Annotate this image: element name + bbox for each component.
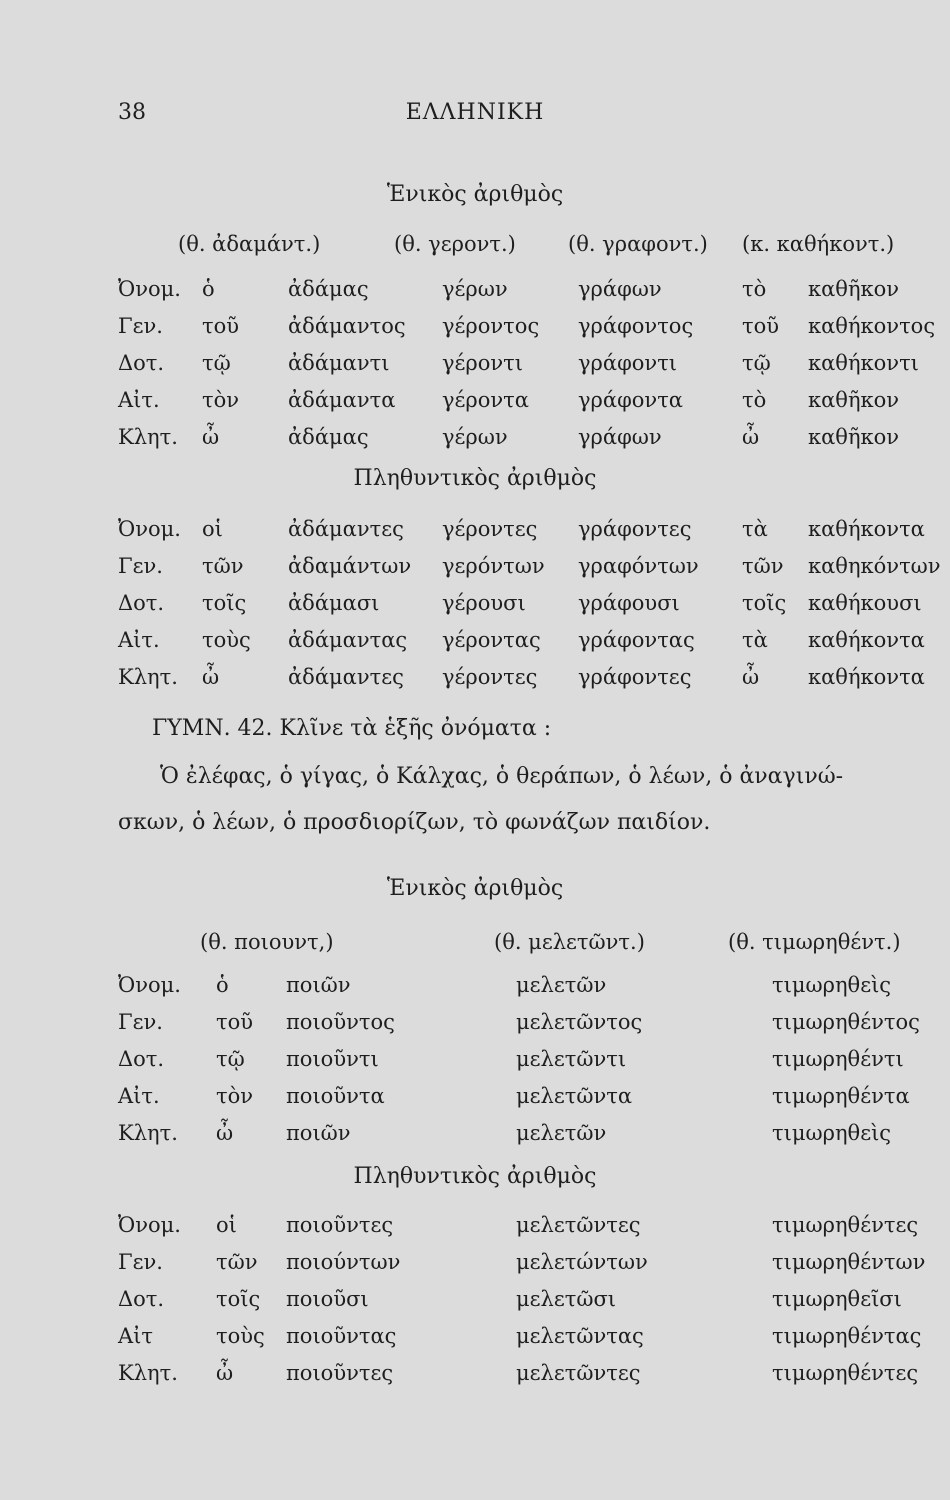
- cell: τὰ: [742, 628, 768, 652]
- case-label: Κλητ.: [118, 665, 178, 689]
- cell: μελετῶντα: [516, 1084, 633, 1108]
- cell: ποιοῦντα: [286, 1084, 385, 1108]
- cell: ἀδάμαντα: [288, 388, 396, 412]
- table-row: [0, 277, 950, 311]
- table-row: [0, 628, 950, 662]
- cell: ἀδάμασι: [288, 591, 380, 615]
- cell: μελετῶντος: [516, 1010, 643, 1034]
- cell: γέροντα: [442, 388, 529, 412]
- cell: τιμωρηθεῖσι: [772, 1287, 902, 1311]
- cell: γράφων: [578, 277, 662, 301]
- cell: γράφοντος: [578, 314, 694, 338]
- cell: ὁ: [216, 973, 229, 997]
- cell: καθῆκον: [808, 277, 900, 301]
- table1-stems-row: [0, 232, 950, 266]
- cell: τιμωρηθέντες: [772, 1361, 919, 1385]
- table-row: [0, 1213, 950, 1247]
- cell: τὸ: [742, 388, 767, 412]
- cell: ποιοῦσι: [286, 1287, 369, 1311]
- table-row: [0, 351, 950, 385]
- cell: τιμωρηθέντι: [772, 1047, 904, 1071]
- cell: καθήκοντος: [808, 314, 936, 338]
- case-label: Αἰτ.: [118, 1084, 160, 1108]
- exercise-text-line1: Ὁ ἐλέφας, ὁ γίγας, ὁ Κάλχας, ὁ θεράπων, ὁ λέων, ὁ ἀναγινώ-: [160, 764, 844, 789]
- case-label: Γεν.: [118, 1250, 163, 1274]
- cell: ποιῶν: [286, 1121, 351, 1145]
- cell: τῷ: [216, 1047, 245, 1071]
- cell: τοῦ: [202, 314, 240, 338]
- case-label: Αἰτ.: [118, 388, 160, 412]
- cell: τῶν: [202, 554, 244, 578]
- exercise-heading: ΓΥΜΝ. 42. Κλῖνε τὰ ἑξῆς ὀνόματα :: [152, 716, 552, 741]
- cell: τὸν: [202, 388, 240, 412]
- cell: ὦ: [202, 425, 220, 449]
- cell: καθήκοντα: [808, 628, 925, 652]
- cell: οἱ: [202, 517, 223, 541]
- cell: καθῆκον: [808, 388, 900, 412]
- case-label: Ὀνομ.: [118, 277, 181, 301]
- cell: γέροντος: [442, 314, 540, 338]
- cell: ποιούντων: [286, 1250, 401, 1274]
- table1-plural-title: Πληθυντικὸς ἀριθμὸς: [353, 466, 597, 491]
- case-label: Κλητ.: [118, 1121, 178, 1145]
- case-label: Δοτ.: [118, 591, 165, 615]
- cell: μελετῶντες: [516, 1213, 641, 1237]
- cell: τιμωρηθέντων: [772, 1250, 926, 1274]
- cell: μελετῶν: [516, 973, 607, 997]
- table-row: [0, 1361, 950, 1395]
- case-label: Κλητ.: [118, 1361, 178, 1385]
- case-label: Γεν.: [118, 314, 163, 338]
- cell: μελετῶντας: [516, 1324, 644, 1348]
- cell: ὦ: [742, 665, 760, 689]
- cell: τοῖς: [216, 1287, 261, 1311]
- table-row: [0, 1084, 950, 1118]
- cell: καθήκουσι: [808, 591, 922, 615]
- cell: τοῖς: [202, 591, 247, 615]
- cell: καθηκόντων: [808, 554, 941, 578]
- table-row: [0, 1287, 950, 1321]
- table-row: [0, 1010, 950, 1044]
- stem: (θ. τιμωρηθέντ.): [728, 930, 901, 954]
- stem: (θ. ποιουντ,): [200, 930, 334, 954]
- cell: γραφόντων: [578, 554, 699, 578]
- table-row: [0, 425, 950, 459]
- table2-singular-title: Ἑνικὸς ἀριθμὸς: [386, 876, 564, 901]
- case-label: Αἰτ: [118, 1324, 154, 1348]
- cell: τοὺς: [216, 1324, 265, 1348]
- cell: τῶν: [742, 554, 784, 578]
- exercise-text-line2: σκων, ὁ λέων, ὁ προσδιορίζων, τὸ φωνάζων παιδίον.: [118, 810, 711, 835]
- table2-plural-title: Πληθυντικὸς ἀριθμὸς: [353, 1164, 597, 1189]
- stem: (θ. γεροντ.): [394, 232, 516, 256]
- cell: τιμωρηθέντες: [772, 1213, 919, 1237]
- cell: γέρων: [442, 425, 508, 449]
- stem: (θ. μελετῶντ.): [494, 930, 645, 954]
- cell: τιμωρηθέντας: [772, 1324, 922, 1348]
- cell: γερόντων: [442, 554, 545, 578]
- cell: γέροντι: [442, 351, 524, 375]
- cell: τῶν: [216, 1250, 258, 1274]
- cell: γράφοντι: [578, 351, 678, 375]
- cell: τῷ: [202, 351, 231, 375]
- cell: ἀδάμαντες: [288, 665, 404, 689]
- cell: γράφοντες: [578, 517, 692, 541]
- cell: ὦ: [202, 665, 220, 689]
- running-title: ΕΛΛΗΝΙΚΗ: [405, 100, 545, 125]
- cell: τοῦ: [216, 1010, 254, 1034]
- cell: ποιοῦντες: [286, 1213, 394, 1237]
- cell: ἀδάμας: [288, 277, 369, 301]
- cell: τιμωρηθεὶς: [772, 1121, 892, 1145]
- cell: μελετῶσι: [516, 1287, 617, 1311]
- cell: ποιοῦντος: [286, 1010, 395, 1034]
- cell: καθήκοντα: [808, 665, 925, 689]
- cell: οἱ: [216, 1213, 237, 1237]
- cell: τῷ: [742, 351, 771, 375]
- case-label: Δοτ.: [118, 351, 165, 375]
- table2-stems-row: [0, 930, 950, 964]
- case-label: Δοτ.: [118, 1287, 165, 1311]
- table-row: [0, 973, 950, 1007]
- cell: μελετώντων: [516, 1250, 648, 1274]
- table-row: [0, 665, 950, 699]
- cell: ποιοῦντες: [286, 1361, 394, 1385]
- cell: γέροντες: [442, 517, 538, 541]
- cell: τοῦ: [742, 314, 780, 338]
- cell: γέρουσι: [442, 591, 526, 615]
- cell: ποιοῦντι: [286, 1047, 379, 1071]
- table-row: [0, 591, 950, 625]
- cell: τιμωρηθέντος: [772, 1010, 920, 1034]
- table-row: [0, 554, 950, 588]
- case-label: Ὀνομ.: [118, 517, 181, 541]
- stem: (θ. ἀδαμάντ.): [178, 232, 321, 256]
- cell: ὁ: [202, 277, 215, 301]
- cell: τὰ: [742, 517, 768, 541]
- cell: μελετῶν: [516, 1121, 607, 1145]
- table-row: [0, 1047, 950, 1081]
- case-label: Γεν.: [118, 1010, 163, 1034]
- case-label: Δοτ.: [118, 1047, 165, 1071]
- table-row: [0, 314, 950, 348]
- cell: ὦ: [216, 1361, 234, 1385]
- cell: ἀδάμαντας: [288, 628, 408, 652]
- cell: μελετῶντι: [516, 1047, 627, 1071]
- cell: καθήκοντα: [808, 517, 925, 541]
- cell: τὸ: [742, 277, 767, 301]
- case-label: Αἰτ.: [118, 628, 160, 652]
- cell: γράφοντας: [578, 628, 695, 652]
- cell: τοῖς: [742, 591, 787, 615]
- cell: καθήκοντι: [808, 351, 919, 375]
- cell: μελετῶντες: [516, 1361, 641, 1385]
- cell: ἀδάμαντες: [288, 517, 404, 541]
- table-row: [0, 1121, 950, 1155]
- cell: ποιῶν: [286, 973, 351, 997]
- cell: ἀδάμαντι: [288, 351, 390, 375]
- cell: ἀδαμάντων: [288, 554, 412, 578]
- cell: γέροντες: [442, 665, 538, 689]
- stem: (θ. γραφοντ.): [568, 232, 708, 256]
- cell: γράφων: [578, 425, 662, 449]
- stem: (κ. καθήκοντ.): [742, 232, 895, 256]
- cell: γέρων: [442, 277, 508, 301]
- case-label: Ὀνομ.: [118, 973, 181, 997]
- table1-singular-title: Ἑνικὸς ἀριθμὸς: [386, 182, 564, 207]
- cell: γράφοντα: [578, 388, 683, 412]
- cell: γράφοντες: [578, 665, 692, 689]
- case-label: Κλητ.: [118, 425, 178, 449]
- table-row: [0, 1324, 950, 1358]
- cell: γέροντας: [442, 628, 541, 652]
- cell: γράφουσι: [578, 591, 680, 615]
- cell: ἀδάμας: [288, 425, 369, 449]
- cell: τὸν: [216, 1084, 254, 1108]
- cell: ποιοῦντας: [286, 1324, 397, 1348]
- case-label: Γεν.: [118, 554, 163, 578]
- cell: ὦ: [742, 425, 760, 449]
- cell: τοὺς: [202, 628, 251, 652]
- table-row: [0, 388, 950, 422]
- case-label: Ὀνομ.: [118, 1213, 181, 1237]
- cell: τιμωρηθεὶς: [772, 973, 892, 997]
- cell: καθῆκον: [808, 425, 900, 449]
- cell: τιμωρηθέντα: [772, 1084, 910, 1108]
- cell: ὦ: [216, 1121, 234, 1145]
- cell: ἀδάμαντος: [288, 314, 406, 338]
- table-row: [0, 517, 950, 551]
- page-number: 38: [118, 100, 146, 125]
- table-row: [0, 1250, 950, 1284]
